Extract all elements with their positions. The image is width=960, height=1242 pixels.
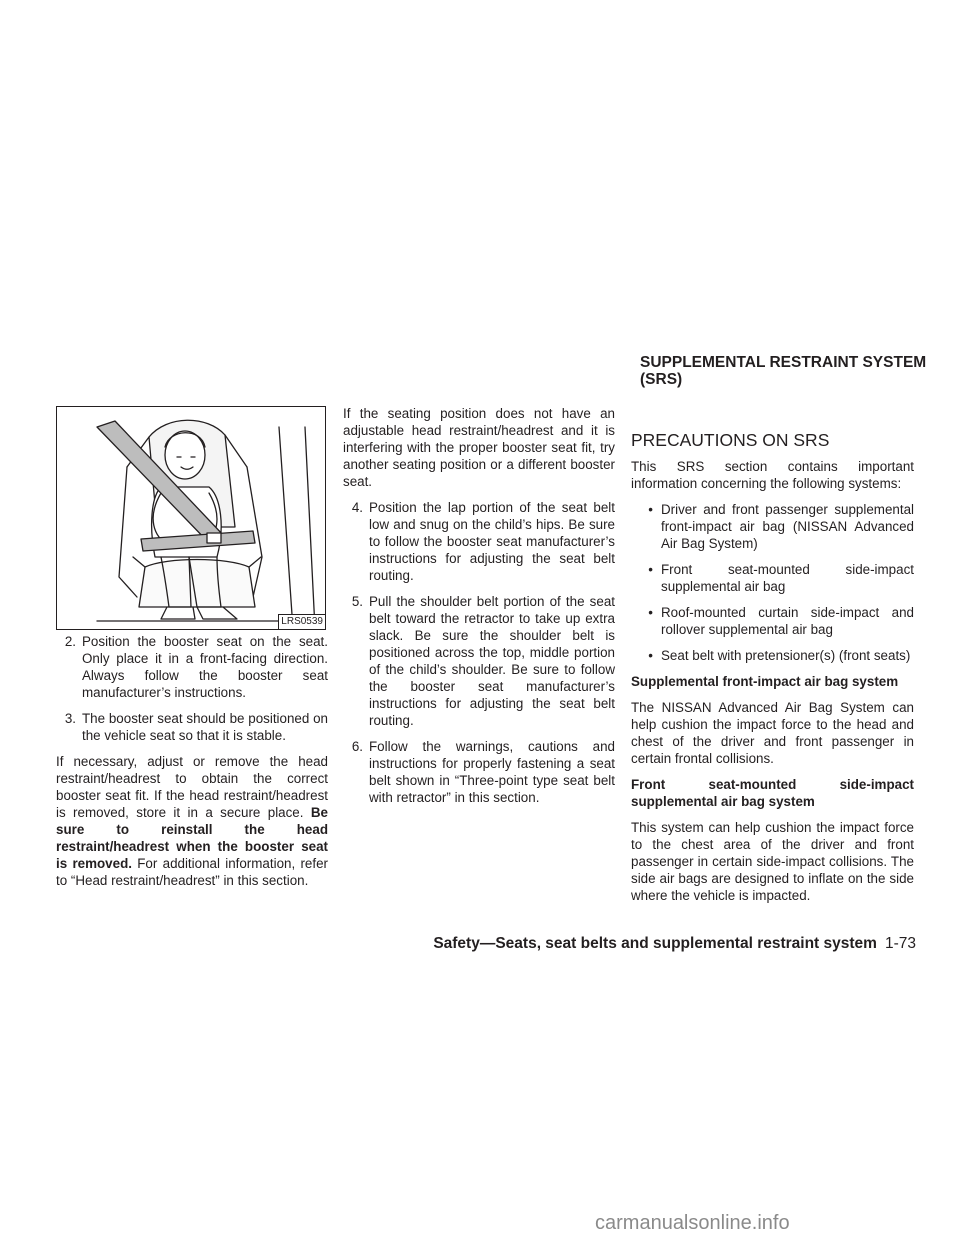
bullet-glyph: • — [648, 605, 653, 620]
bullet-glyph: • — [648, 648, 653, 663]
column-1 — [56, 633, 328, 898]
item-number: 6. — [351, 739, 363, 754]
item-text: Follow the warnings, cautions and instructions for properly fastening a seat belt shown in “Three-point type seat belt with retractor” in this section. — [369, 739, 615, 805]
list-item-4 — [343, 499, 615, 584]
item-number: 4. — [351, 500, 363, 515]
column-2 — [343, 405, 615, 815]
bullet-item — [631, 561, 914, 595]
item-text: Position the lap portion of the seat belt low and snug on the child’s hips. Be sure to follow the booster seat manufacturer’s instructions for adjusting the seat belt routing. — [369, 500, 615, 583]
item-text: The booster seat should be positioned on the vehicle seat so that it is stable. — [82, 711, 328, 743]
list-item-6 — [343, 738, 615, 806]
item-number: 2. — [64, 634, 76, 649]
section-title-line-2: (SRS) — [640, 371, 683, 388]
figure-code: LRS0539 — [278, 614, 325, 629]
page-footer — [433, 935, 916, 953]
bullet-text: Driver and front passenger supplemental front-impact air bag (NISSAN Advanced Air Bag System) — [661, 502, 914, 551]
continued-paragraph: If the seating position does not have an adjustable head restraint/headrest and it is interfering with the proper booster seat fit, try another seating position or a different booster seat. — [343, 406, 615, 489]
bullet-item — [631, 604, 914, 638]
bullet-item — [631, 647, 914, 664]
column-3 — [631, 430, 914, 913]
page-number: 1-73 — [884, 935, 916, 952]
front-airbag-paragraph: The NISSAN Advanced Air Bag System can help cushion the impact force to the head and chest of the driver and front passenger in certain frontal collisions. — [631, 700, 914, 766]
child-booster-seat-illustration — [57, 407, 326, 630]
bullet-text: Front seat-mounted side-impact supplemental air bag — [661, 562, 914, 594]
list-item-5 — [343, 593, 615, 729]
item-number: 3. — [64, 711, 76, 726]
side-airbag-paragraph: This system can help cushion the impact force to the chest area of the driver and front passenger in certain side-impact collisions. The side air bags are designed to inflate on the side where the vehicle is impacted. — [631, 820, 914, 903]
item-text: Position the booster seat on the seat. Only place it in a front-facing direction. Always follow the booster seat manufacturer’s instructions. — [82, 634, 328, 700]
bullet-text: Roof-mounted curtain side-impact and rollover supplemental air bag — [661, 605, 914, 637]
reinstall-warning: Be sure to reinstall the head restraint/headrest when the booster seat is removed. — [56, 805, 328, 871]
item-number: 5. — [351, 594, 363, 609]
bullet-glyph: • — [648, 502, 653, 517]
bullet-item — [631, 501, 914, 552]
precautions-heading: PRECAUTIONS ON SRS — [631, 430, 830, 450]
item-text: Pull the shoulder belt portion of the seat belt toward the retractor to take up extra slack. Be sure the shoulder belt is positioned across the top, middle portion of the child’s shoulder. Be sure to follow the booster seat manufacturer’s instructions for adjusting the seat belt routing. — [369, 594, 615, 728]
head-restraint-paragraph: If necessary, adjust or remove the head restraint/headrest to obtain the correct booster seat fit. If the head restraint/headrest is removed, store it in a secure place. Be sure to reinstall the head restraint/headrest when the booster seat is removed. For additional information, refer to “Head restraint/headrest” in this section. — [56, 754, 328, 888]
front-airbag-heading: Supplemental front-impact air bag system — [631, 674, 899, 689]
list-item-3 — [56, 710, 328, 744]
watermark-link[interactable]: carmanualsonline.info — [595, 1212, 790, 1234]
bullet-text: Seat belt with pretensioner(s) (front seats) — [661, 648, 911, 663]
section-title — [640, 354, 930, 388]
section-title-line-1: SUPPLEMENTAL RESTRAINT SYSTEM — [640, 354, 927, 371]
booster-seat-figure — [56, 406, 326, 630]
bullet-glyph: • — [648, 562, 653, 577]
list-item-2 — [56, 633, 328, 701]
footer-chapter-title: Safety—Seats, seat belts and supplemental restraint system — [433, 935, 877, 952]
srs-intro: This SRS section contains important information concerning the following systems: — [631, 459, 914, 491]
side-airbag-heading: Front seat-mounted side-impact supplemental air bag system — [631, 777, 914, 809]
